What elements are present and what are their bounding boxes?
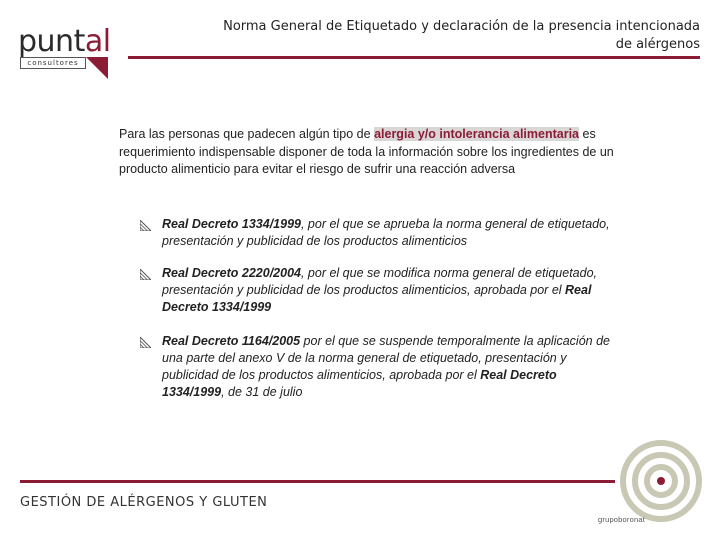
intro-highlight: alergia y/o intolerancia alimentaria — [374, 127, 580, 141]
target-rings-icon — [620, 440, 702, 522]
logo-text-dark: punt — [18, 24, 85, 59]
decree-name: Real Decreto 1334/1999 — [162, 217, 301, 231]
decree-text: por el que se suspende temporalmente la aplicación de una parte del anexo V de la norma general de etiquetado, presentación y publicidad de los productos alimenticios, aprobada por el — [162, 334, 610, 382]
intro-paragraph — [119, 126, 619, 179]
intro-text-before: Para las personas que padecen algún tipo de — [119, 127, 375, 141]
decree-list — [140, 216, 610, 401]
decree-reference: Real Decreto 1334/1999 — [162, 368, 557, 399]
triangle-bullet-icon — [140, 337, 151, 348]
list-item — [140, 216, 610, 250]
logo-wordmark — [18, 26, 111, 58]
intro-text-after: es requerimiento indispensable disponer de toda la información sobre los ingredientes de un producto alimenticio para evitar el riesgo de sufrir una reacción adversa — [119, 127, 614, 176]
title-line-1: Norma General de Etiquetado y declaración de la presencia intencionada — [223, 19, 700, 34]
decree-reference: Real Decreto 1334/1999 — [162, 283, 592, 314]
brand-name: grupoboronat — [598, 515, 646, 524]
triangle-bullet-icon — [140, 220, 151, 231]
logo-subtitle: consultores — [20, 57, 86, 69]
triangle-bullet-icon — [140, 269, 151, 280]
decree-name: Real Decreto 2220/2004 — [162, 266, 301, 280]
logo-triangle-icon — [86, 57, 108, 79]
puntal-logo — [18, 22, 118, 82]
decree-text: , por el que se modifica norma general de etiquetado, presentación y publicidad de los productos alimenticios, aprobada por el — [162, 266, 598, 297]
decree-text: , por el que se aprueba la norma general de etiquetado, presentación y publicidad de los productos alimenticios — [162, 217, 610, 248]
decree-text-end: , de 31 de julio — [221, 385, 303, 399]
header-rule — [128, 56, 700, 59]
decree-name: Real Decreto 1164/2005 — [162, 334, 301, 348]
list-item — [140, 265, 610, 316]
footer-title: GESTIÓN DE ALÉRGENOS Y GLUTEN — [20, 495, 268, 510]
page-title — [128, 18, 700, 54]
title-line-2: de alérgenos — [615, 37, 700, 52]
logo-text-red: al — [84, 24, 111, 59]
footer-rule — [20, 480, 615, 483]
list-item — [140, 333, 610, 401]
